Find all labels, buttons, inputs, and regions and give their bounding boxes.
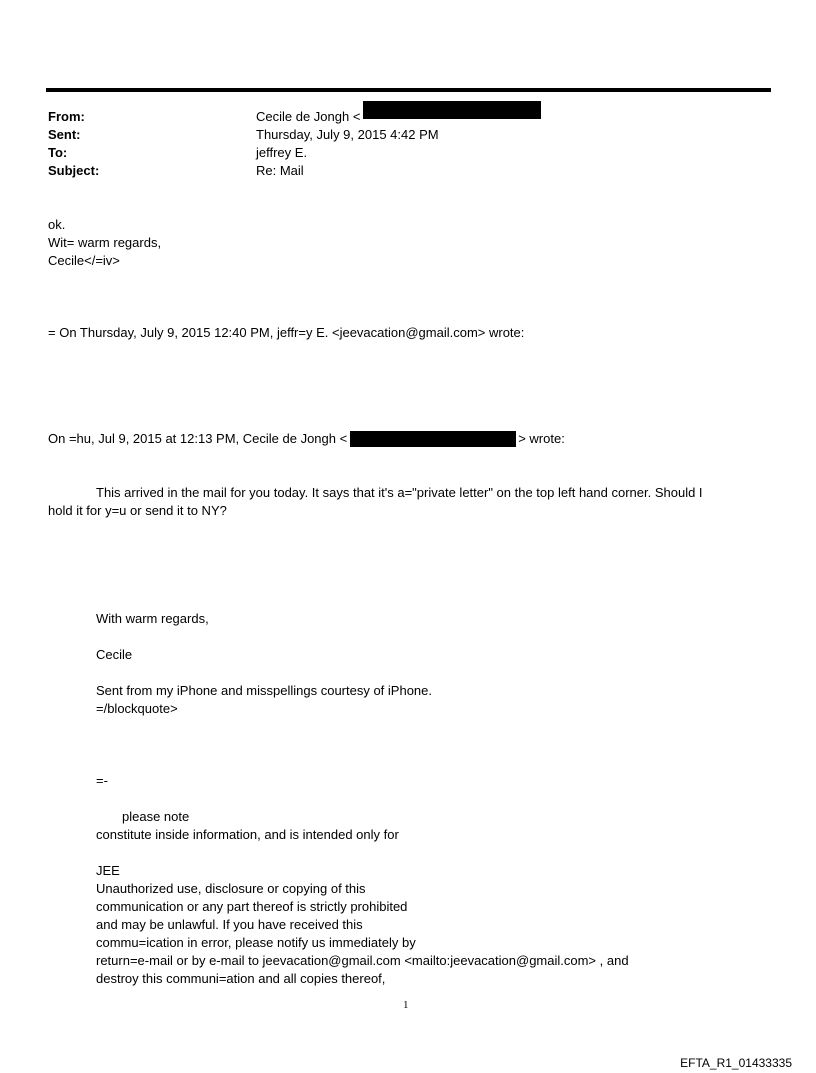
- page-number: 1: [403, 999, 409, 1011]
- disclaimer-line: Unauthorized use, disclosure or copying of this: [96, 881, 366, 896]
- sent-value: Thursday, July 9, 2015 4:42 PM: [256, 127, 439, 142]
- redaction-box: [350, 431, 516, 447]
- reply-line: ok.: [48, 217, 66, 232]
- redaction-box: [363, 101, 541, 119]
- bates-id: EFTA_R1_01433335: [680, 1056, 792, 1070]
- subject-label: Subject:: [48, 163, 100, 178]
- subject-row: [48, 162, 541, 180]
- reply-line: Cecile</=iv>: [48, 253, 120, 268]
- message-line: This arrived in the mail for you today. It says that it's a="private letter" on the top left hand corner. Should I: [96, 485, 703, 500]
- separator: =-: [96, 773, 108, 788]
- disclaimer-line: and may be unlawful. If you have received this: [96, 917, 363, 932]
- quote-header-2-suffix: > wrote:: [518, 431, 565, 446]
- quote-header-2: [48, 430, 565, 448]
- to-row: [48, 144, 541, 162]
- from-name: Cecile de Jongh <: [256, 109, 361, 124]
- please-note: please note: [122, 809, 190, 824]
- to-value: jeffrey E.: [256, 145, 308, 160]
- message-line: hold it for y=u or send it to NY?: [48, 503, 227, 518]
- quote-header: = On Thursday, July 9, 2015 12:40 PM, jeffr=y E. <jeevacation@gmail.com> wrote:: [48, 325, 525, 340]
- quote-header-2-prefix: On =hu, Jul 9, 2015 at 12:13 PM, Cecile de Jongh <: [48, 431, 348, 446]
- sent-label: Sent:: [48, 127, 81, 142]
- subject-value: Re: Mail: [256, 163, 304, 178]
- sent-row: [48, 126, 541, 144]
- signature-name: Cecile: [96, 647, 133, 662]
- sent-from-line: Sent from my iPhone and misspellings courtesy of iPhone.: [96, 683, 433, 698]
- from-label: From:: [48, 109, 85, 124]
- disclaimer-line: commu=ication in error, please notify us immediately by: [96, 935, 416, 950]
- from-value: [256, 108, 541, 126]
- reply-line: Wit= warm regards,: [48, 235, 162, 250]
- disclaimer-line: JEE: [96, 863, 120, 878]
- email-header: [48, 108, 541, 180]
- disclaimer-line: constitute inside information, and is intended only for: [96, 827, 399, 842]
- disclaimer-line: return=e-mail or by e-mail to jeevacation@gmail.com <mailto:jeevacation@gmail.com> , and: [96, 953, 629, 968]
- from-row: [48, 108, 541, 126]
- disclaimer-line: destroy this communi=ation and all copies thereof,: [96, 971, 386, 986]
- disclaimer-line: communication or any part thereof is strictly prohibited: [96, 899, 408, 914]
- to-label: To:: [48, 145, 68, 160]
- header-divider: [46, 88, 771, 92]
- blockquote-end: =/blockquote>: [96, 701, 178, 716]
- closing: With warm regards,: [96, 611, 209, 626]
